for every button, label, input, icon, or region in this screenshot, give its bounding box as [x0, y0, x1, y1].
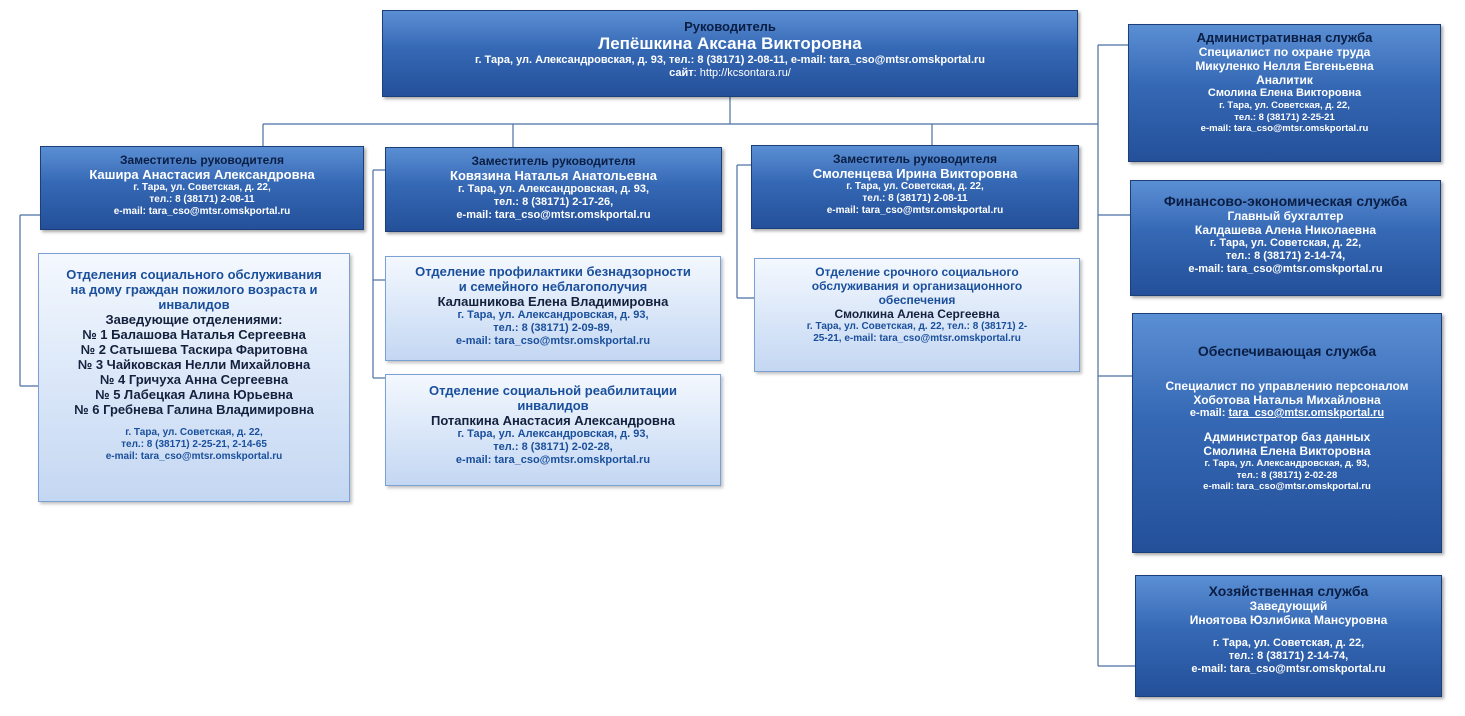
household-service-email: e-mail: tara_cso@mtsr.omskportal.ru: [1191, 663, 1386, 675]
support-service-name-2: Смолина Елена Викторовна: [1203, 444, 1371, 458]
head-box: [382, 10, 1078, 97]
dept-prevention-box: [385, 256, 721, 361]
support-service-email-1: [1133, 407, 1441, 420]
dept-rehab-phone: тел.: 8 (38171) 2-02-28,: [493, 441, 613, 453]
finance-service-box: [1130, 180, 1441, 296]
dept-rehab-title-2: инвалидов: [517, 398, 589, 413]
finance-service-email: e-mail: tara_cso@mtsr.omskportal.ru: [1188, 263, 1383, 275]
dept-home-head-2: № 2 Сатышева Таскира Фаритовна: [80, 342, 308, 357]
deputy3-box: [751, 145, 1079, 229]
dept-home-head-6: № 6 Гребнева Галина Владимировна: [74, 402, 314, 417]
dept-rehab-name: Потапкина Анастасия Александровна: [430, 413, 676, 428]
finance-service-phone: тел.: 8 (38171) 2-14-74,: [1225, 250, 1346, 262]
household-service-addr: г. Тара, ул. Советская, д. 22,: [1212, 637, 1365, 649]
dept-home-addr: г. Тара, ул. Советская, д. 22,: [125, 427, 263, 438]
dept-home-title-1: Отделения социального обслуживания: [66, 267, 322, 282]
dept-urgent-title-1: Отделение срочного социального: [815, 265, 1019, 279]
household-service-name: Иноятова Юзлибика Мансуровна: [1189, 613, 1388, 627]
deputy1-addr: г. Тара, ул. Советская, д. 22,: [133, 182, 271, 193]
dept-home-title-3: инвалидов: [158, 297, 230, 312]
admin-service-name-2: Смолина Елена Викторовна: [1207, 87, 1362, 99]
dept-rehab-title-1: Отделение социальной реабилитации: [428, 383, 678, 398]
dept-home-head-4: № 4 Гричуха Анна Сергеевна: [99, 372, 289, 387]
admin-service-role-2: Аналитик: [1256, 73, 1313, 87]
admin-service-phone: тел.: 8 (38171) 2-25-21: [1234, 111, 1335, 123]
deputy1-box: [40, 146, 364, 230]
support-service-email-2: e-mail: tara_cso@mtsr.omskportal.ru: [1203, 481, 1371, 492]
deputy1-phone: тел.: 8 (38171) 2-08-11: [149, 194, 255, 205]
dept-home-email: e-mail: tara_cso@mtsr.omskportal.ru: [105, 451, 283, 462]
dept-urgent-title-2: обслуживания и организационного: [811, 279, 1023, 293]
admin-service-addr: г. Тара, ул. Советская, д. 22,: [1219, 100, 1350, 111]
deputy2-phone: тел.: 8 (38171) 2-17-26,: [493, 196, 614, 208]
deputy3-addr: г. Тара, ул. Советская, д. 22,: [846, 181, 984, 192]
support-service-addr: г. Тара, ул. Александровская, д. 93,: [1204, 458, 1370, 469]
deputy1-name: Кашира Анастасия Александровна: [89, 167, 315, 182]
dept-home-head-1: № 1 Балашова Наталья Сергеевна: [82, 327, 306, 342]
admin-service-title: Административная служба: [1196, 30, 1373, 45]
household-service-phone: тел.: 8 (38171) 2-14-74,: [1228, 650, 1349, 662]
deputy3-email: e-mail: tara_cso@mtsr.omskportal.ru: [826, 205, 1004, 216]
admin-service-email: e-mail: tara_cso@mtsr.omskportal.ru: [1200, 123, 1369, 134]
admin-service-box: [1128, 24, 1441, 162]
deputy2-addr: г. Тара, ул. Александровская, д. 93,: [457, 183, 650, 195]
deputy1-email: e-mail: tara_cso@mtsr.omskportal.ru: [113, 206, 291, 217]
support-service-title: Обеспечивающая служба: [1197, 343, 1377, 359]
support-service-role-1: Специалист по управлению персоналом: [1165, 379, 1409, 393]
dept-prevention-addr: г. Тара, ул. Александровская, д. 93,: [457, 309, 649, 321]
deputy2-box: [385, 147, 722, 232]
dept-rehab-addr: г. Тара, ул. Александровская, д. 93,: [457, 428, 649, 440]
household-service-title: Хозяйственная служба: [1208, 583, 1369, 599]
dept-urgent-contacts-2: 25-21, e-mail: tara_cso@mtsr.omskportal.ru: [813, 333, 1021, 344]
deputy3-phone: тел.: 8 (38171) 2-08-11: [862, 193, 968, 204]
support-service-name-1: Хоботова Наталья Михайловна: [1193, 393, 1381, 407]
dept-urgent-contacts-1: г. Тара, ул. Советская, д. 22, тел.: 8 (38171) 2-: [806, 321, 1028, 332]
support-service-email-label: e-mail:: [1189, 407, 1229, 419]
dept-home-title-2: на дому граждан пожилого возраста и: [70, 282, 318, 297]
household-service-role: Заведующий: [1249, 599, 1328, 613]
dept-home-heads-label: Заведующие отделениями:: [105, 312, 283, 327]
admin-service-role-1: Специалист по охране труда: [1198, 45, 1371, 59]
deputy2-role: Заместитель руководителя: [471, 154, 636, 168]
finance-service-name: Калдашева Алена Николаевна: [1194, 223, 1377, 237]
head-site: [383, 67, 1077, 80]
support-service-email-link[interactable]: tara_cso@mtsr.omskportal.ru: [1228, 407, 1385, 419]
dept-prevention-name: Калашникова Елена Владимировна: [437, 294, 669, 309]
head-role: Руководитель: [684, 19, 776, 34]
head-site-url[interactable]: : http://kcsontara.ru/: [693, 67, 791, 79]
deputy2-name: Ковязина Наталья Анатольевна: [450, 168, 657, 183]
dept-prevention-title-1: Отделение профилактики безнадзорности: [415, 264, 691, 279]
support-service-box: [1132, 313, 1442, 553]
finance-service-role: Главный бухгалтер: [1227, 209, 1344, 223]
dept-rehab-email: e-mail: tara_cso@mtsr.omskportal.ru: [455, 454, 651, 466]
dept-home-phone: тел.: 8 (38171) 2-25-21, 2-14-65: [121, 439, 267, 450]
head-site-label: сайт: [669, 67, 694, 79]
support-service-role-2: Администратор баз данных: [1203, 430, 1371, 444]
household-service-box: [1135, 575, 1442, 697]
dept-rehab-box: [385, 374, 721, 486]
dept-home-box: [38, 253, 350, 502]
deputy1-role: Заместитель руководителя: [120, 153, 284, 167]
dept-home-head-5: № 5 Лабецкая Алина Юрьевна: [95, 387, 293, 402]
deputy2-email: e-mail: tara_cso@mtsr.omskportal.ru: [456, 209, 651, 221]
deputy3-role: Заместитель руководителя: [833, 152, 997, 166]
dept-urgent-box: [754, 258, 1080, 372]
finance-service-title: Финансово-экономическая служба: [1163, 193, 1408, 209]
finance-service-addr: г. Тара, ул. Советская, д. 22,: [1209, 237, 1362, 249]
dept-prevention-title-2: и семейного неблагополучия: [458, 279, 648, 294]
dept-prevention-phone: тел.: 8 (38171) 2-09-89,: [493, 322, 613, 334]
support-service-phone: тел.: 8 (38171) 2-02-28: [1236, 469, 1338, 481]
admin-service-name-1: Микуленко Нелля Евгеньевна: [1195, 59, 1374, 73]
head-name: Лепёшкина Аксана Викторовна: [598, 34, 862, 53]
dept-home-head-3: № 3 Чайковская Нелли Михайловна: [77, 357, 311, 372]
dept-prevention-email: e-mail: tara_cso@mtsr.omskportal.ru: [455, 335, 651, 347]
dept-urgent-name: Смолкина Алена Сергеевна: [834, 307, 1000, 321]
deputy3-name: Смоленцева Ирина Викторовна: [812, 166, 1018, 181]
dept-urgent-title-3: обеспечения: [878, 293, 956, 307]
head-contacts: г. Тара, ул. Александровская, д. 93, тел.: 8 (38171) 2-08-11, e-mail: tara_cso@mtsr.omskportal.ru: [474, 54, 986, 66]
